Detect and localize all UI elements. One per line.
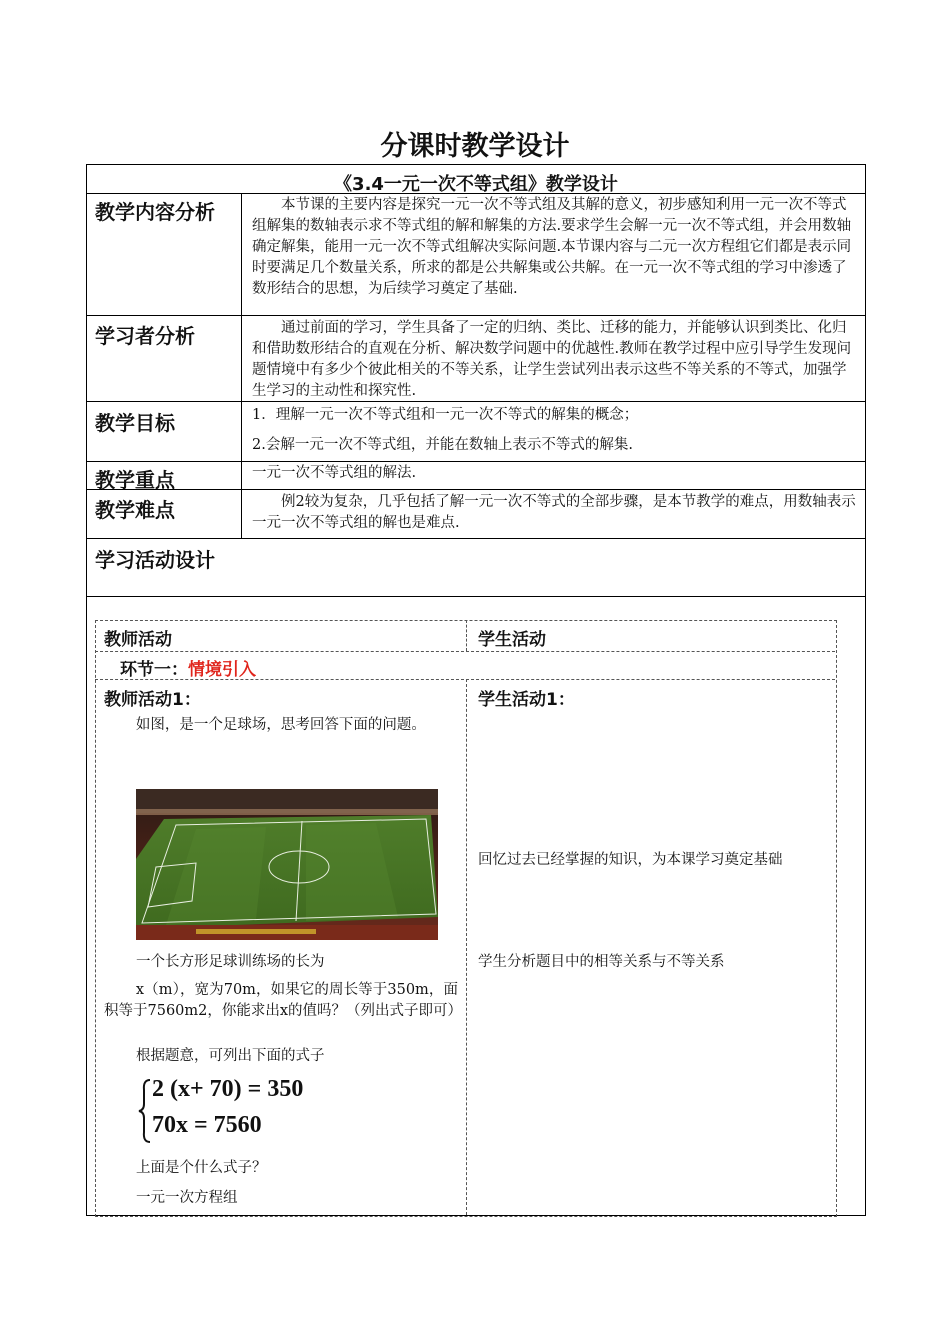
key-point-text: 一元一次不等式组的解法. [252,465,417,481]
learner-analysis-label: 学习者分析 [95,324,195,348]
difficult-point-label: 教学难点 [95,498,175,522]
student-note-2: 学生分析题目中的相等关系与不等关系 [478,954,725,970]
teaching-goals-label: 教学目标 [95,411,175,435]
row-divider [86,315,866,316]
problem-line-1: 一个长方形足球训练场的长为 [136,954,325,970]
teaching-goal-2: 2.会解一元一次不等式组，并能在数轴上表示不等式的解集. [252,437,633,453]
stage-name: 情境引入 [188,660,256,680]
stage-heading [120,655,256,680]
stadium-image [136,789,438,940]
setup-text: 根据题意，可列出下面的式子 [136,1048,325,1064]
teacher-activity-title: 教师活动1： [104,690,201,710]
question-text: 上面是个什么式子？ [136,1160,267,1176]
activity-design-label: 学习活动设计 [95,548,215,572]
document-title: 分课时教学设计 [380,131,570,162]
row-divider [86,489,866,490]
equation-2: 70x = 7560 [152,1112,262,1138]
column-divider [241,193,242,538]
key-point-label: 教学重点 [95,468,175,492]
answer-text: 一元一次方程组 [136,1190,238,1206]
difficult-point-text: 例2较为复杂，几乎包括了解一元一次不等式的全部步骤，是本节教学的难点，用数轴表示一元一次不等式组的解也是难点. [252,494,856,531]
teacher-intro-text: 如图，是一个足球场，思考回答下面的问题。 [135,717,426,733]
content-analysis-label: 教学内容分析 [95,200,215,224]
student-activity-header: 学生活动 [478,630,546,650]
teacher-activity-header: 教师活动 [104,630,172,650]
football-field-photo [136,789,438,940]
student-note-1: 回忆过去已经掌握的知识，为本课学习奠定基础 [478,852,783,868]
learner-analysis-text: 通过前面的学习，学生具备了一定的归纳、类比、迁移的能力，并能够认识到类比、化归和借助数形结合的直观在分析、解决数学问题中的优越性.教师在教学过程中应引导学生发现问题情境中有多少个彼此相关的不等关系，让学生尝试列出表示这些不等关系的不等式，加强学生学习的主动性和探究性. [252,320,852,399]
student-activity-title: 学生活动1： [478,690,575,710]
row-divider [86,596,866,597]
brace-icon [138,1078,152,1144]
problem-line-2: x（m），宽为70m，如果它的周长等于350m，面积等于7560m2，你能求出x的值吗？（列出式子即可） [104,982,463,1019]
content-analysis-text: 本节课的主要内容是探究一元一次不等式组及其解的意义，初步感知利用一元一次不等式组解集的数轴表示求不等式组的解和解集的方法.要求学生会解一元一次不等式组，并会用数轴确定解集，能用一元一次不等式组解决实际问题.本节课内容与二元一次方程组它们都是表示同时要满足几个数量关系，所求的都是公共解集或公共解。在一元一次不等式组的学习中渗透了数形结合的思想，为后续学习奠定了基础. [252,197,852,297]
stage-prefix: 环节一： [120,660,188,680]
row-divider [95,651,835,652]
column-divider [466,620,467,651]
row-divider [86,461,866,462]
equation-1: 2 (x+ 70) = 350 [152,1076,304,1102]
teaching-goal-1: 1．理解一元一次不等式组和一元一次不等式的解集的概念； [252,407,639,423]
design-subtitle: 《3.4一元一次不等式组》教学设计 [334,174,618,195]
column-divider [466,679,467,1215]
row-divider [86,538,866,539]
